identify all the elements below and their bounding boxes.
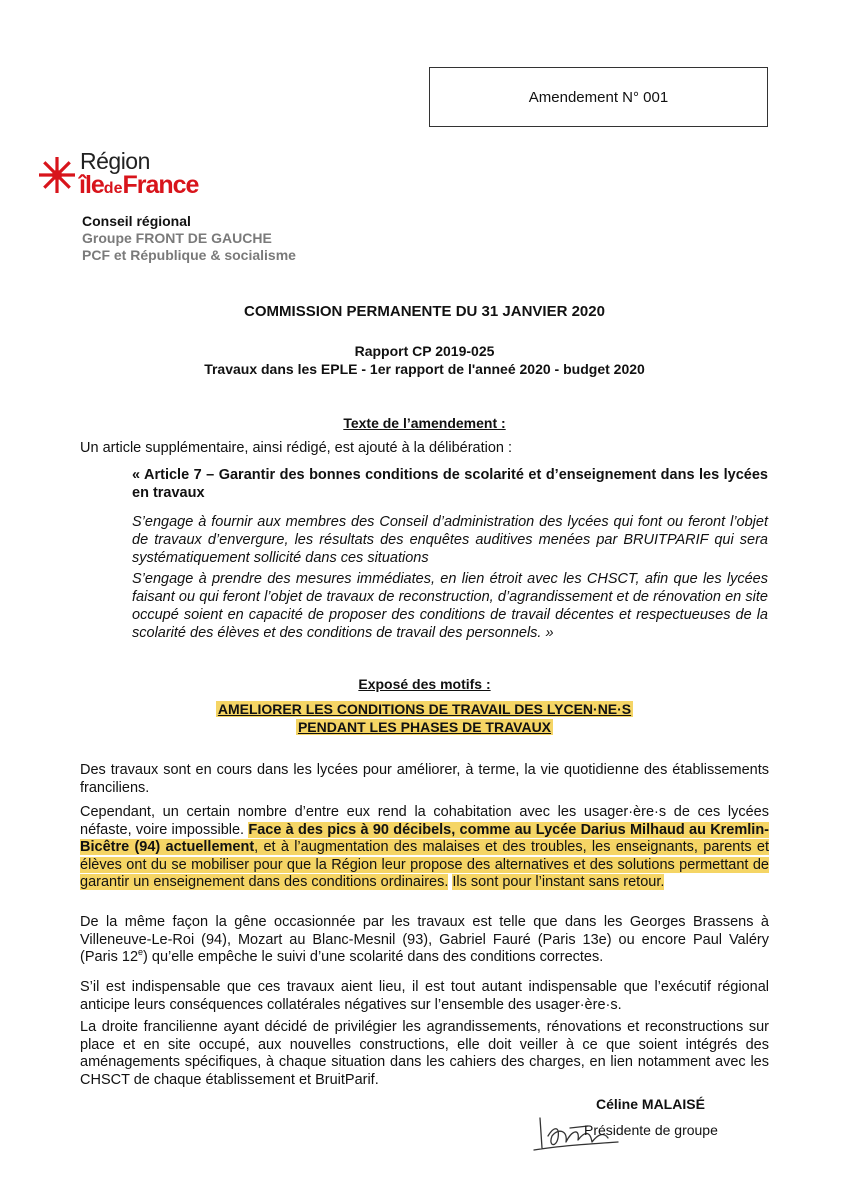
- signer-name: Céline MALAISÉ: [596, 1096, 705, 1112]
- amendment-number-box: [429, 67, 768, 127]
- group-name: Groupe FRONT DE GAUCHE: [82, 230, 272, 246]
- motives-subtitle-line: PENDANT LES PHASES DE TRAVAUX: [297, 719, 552, 735]
- motives-heading: [80, 676, 769, 692]
- group-affiliation: PCF et République & socialisme: [82, 247, 296, 263]
- organization-block: [82, 213, 296, 264]
- report-reference: Rapport CP 2019-025: [354, 343, 495, 359]
- highlighted-text: , et à l’augmentation des malaises et des troubles, les enseignants, parents et élèves ont du se mobiliser pour que la Région leur propose des alternatives et des solutions permettant de garantir un enseignement dans des conditions ordinaires.: [80, 839, 769, 890]
- council-name: Conseil régional: [82, 213, 191, 229]
- superscript: e: [138, 947, 144, 958]
- article-paragraph: S’engage à prendre des mesures immédiates, en lien étroit avec les CHSCT, afin que les lycées faisant ou qui feront l’objet de travaux de reconstruction, d’agrandissement et de rénovation en site occupé soient en capacité de proposer des conditions de travail décentes et respectueuses de la scolarité des élèves et des conditions de travail des personnels. »: [132, 571, 768, 641]
- logo-france: France: [122, 171, 199, 199]
- paragraph-text: De la même façon la gêne occasionnée par les travaux est telle que dans les Georges Brassens à Villeneuve-Le-Roi (94), Mozart au Blanc-Mesnil (93), Gabriel Fauré (Paris 13e) ou encore Paul Valéry (Paris 12: [80, 914, 769, 965]
- motives-paragraph: [80, 914, 769, 967]
- amendment-text-heading: [80, 415, 769, 431]
- highlighted-text: Ils sont pour l’instant sans retour.: [452, 874, 665, 890]
- amendment-text-heading-label: Texte de l’amendement :: [343, 415, 506, 431]
- paragraph-text: ) qu’elle empêche le suivi d’une scolarité dans des conditions correctes.: [143, 949, 604, 965]
- motives-paragraph: Des travaux sont en cours dans les lycées pour améliorer, à terme, la vie quotidienne des établissements franciliens.: [80, 762, 769, 796]
- article-paragraph: S’engage à fournir aux membres des Conseil d’administration des lycées qui font ou feront l’objet de travaux d’envergure, les résultats des enquêtes auditives menées par BRUITPARIF qui sera systématiquement sollicité dans ces situations: [132, 514, 768, 566]
- logo-region-word: Région: [80, 148, 150, 174]
- commission-title: COMMISSION PERMANENTE DU 31 JANVIER 2020: [244, 303, 605, 320]
- motives-paragraph: La droite francilienne ayant décidé de privilégier les agrandissements, rénovations et reconstructions sur place et en site occupé, aux nouvelles constructions, elle doit veiller à ce que soient intégrés des aménagements spécifiques, à chaque situation dans les cahiers des charges, en lien notamment avec les CHSCT de chaque établissement et BruitParif.: [80, 1019, 769, 1088]
- star-icon: [38, 156, 76, 194]
- amendment-intro: Un article supplémentaire, ainsi rédigé, est ajouté à la délibération :: [80, 440, 513, 456]
- motives-subtitle-line: AMELIORER LES CONDITIONS DE TRAVAIL DES LYCEN·NE·S: [217, 701, 632, 717]
- motives-paragraph: [80, 804, 769, 892]
- amendment-number: Amendement N° 001: [528, 88, 669, 106]
- logo-ile-de-france: [79, 171, 198, 200]
- motives-heading-label: Exposé des motifs :: [358, 676, 491, 692]
- logo-ile: île: [79, 171, 104, 199]
- highlighted-bold-text: Face à des pics à 90 décibels, comme au Lycée Darius Milhaud au Kremlin-Bicêtre (94) actuellement: [80, 821, 770, 855]
- report-title: Travaux dans les EPLE - 1er rapport de l'anneé 2020 - budget 2020: [204, 361, 645, 377]
- signer-role: Présidente de groupe: [584, 1122, 718, 1138]
- motives-paragraph: S’il est indispensable que ces travaux aient lieu, il est tout autant indispensable que l’exécutif régional anticipe leurs conséquences collatérales négatives sur l’ensemble des usager·ère·s.: [80, 979, 769, 1013]
- motives-subtitle: [80, 700, 769, 736]
- region-logo: [38, 150, 248, 202]
- article-title: « Article 7 – Garantir des bonnes conditions de scolarité et d’enseignement dans les lycées en travaux: [132, 467, 768, 501]
- paragraph-text: Cependant, un certain nombre d’entre eux rend la cohabitation avec les usager·ère·s de ces lycées néfaste, voire impossible.: [80, 804, 769, 838]
- logo-de: de: [103, 180, 123, 197]
